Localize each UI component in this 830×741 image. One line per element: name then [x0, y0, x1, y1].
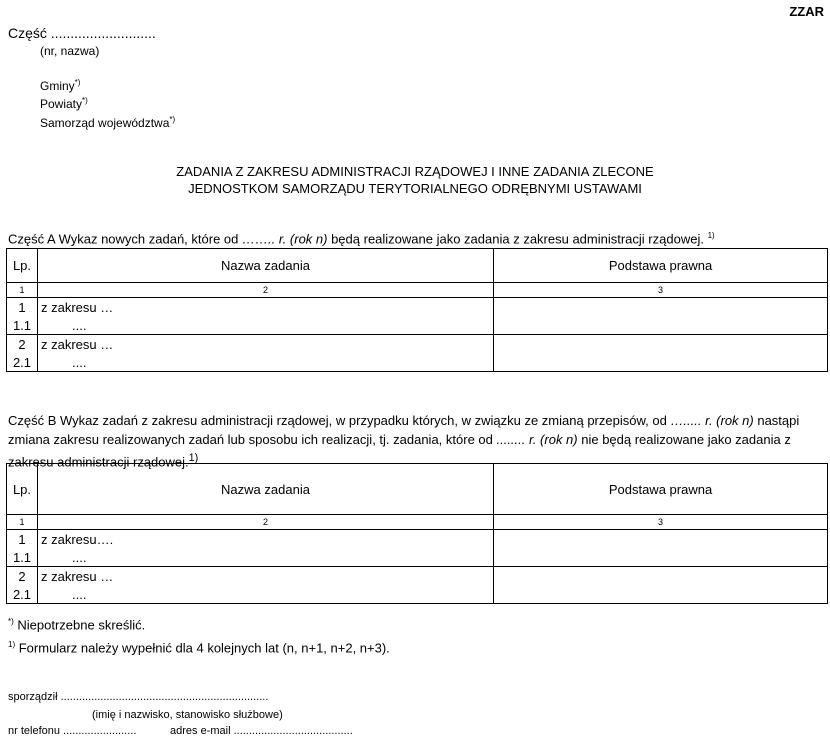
row-podstawa[interactable] — [494, 298, 828, 335]
footnote-one: $^{1)}$ Formularz należy wypełnić dla 4 kolejnych lat (n, n+1, n+2, n+3). — [8, 640, 390, 656]
table-header-row — [7, 249, 828, 283]
column-number-3: 3 — [494, 515, 828, 530]
row-podstawa[interactable] — [494, 567, 828, 604]
sporzadzil-field[interactable]: sporządził .................................................................... — [8, 691, 269, 703]
row-podstawa[interactable] — [494, 530, 828, 567]
table-row — [7, 298, 828, 335]
table-row — [7, 335, 828, 372]
form-code: ZZAR — [789, 4, 824, 19]
row-nazwa[interactable]: z zakresu … .... — [38, 335, 494, 372]
jst-gminy: Gminy*) — [40, 78, 81, 93]
column-number-row — [7, 283, 828, 298]
column-number-2: 2 — [38, 515, 494, 530]
imie-label: (imię i nazwisko, stanowisko służbowe) — [92, 709, 283, 721]
column-number-row — [7, 515, 828, 530]
row-lp: 2 2.1 — [7, 567, 38, 604]
header-lp: Lp. — [7, 249, 38, 283]
jst-samorzad: Samorząd województwa*) — [40, 115, 176, 130]
header-podstawa: Podstawa prawna — [494, 249, 828, 283]
row-lp: 1 1.1 — [7, 530, 38, 567]
nr-nazwa-label: (nr, nazwa) — [40, 44, 100, 58]
jst-powiaty: Powiaty*) — [40, 96, 88, 111]
header-nazwa: Nazwa zadania — [38, 249, 494, 283]
email-field[interactable]: adres e-mail ....................................... — [170, 725, 353, 737]
row-nazwa[interactable]: z zakresu … .... — [38, 298, 494, 335]
column-number-3: 3 — [494, 283, 828, 298]
table-b — [6, 463, 828, 604]
section-a-heading: Część A Wykaz nowych zadań, które od …….. r. (rok n) będą realizowane jako zadania z zakresu administracji rządowej. $^{1)}$ — [8, 231, 715, 247]
row-nazwa[interactable]: z zakresu … .... — [38, 567, 494, 604]
column-number-1: 1 — [7, 515, 38, 530]
section-b-heading: Część B Wykaz zadań z zakresu administracji rządowej, w przypadku których, w związku ze zmianą przepisów, od …..... r. (rok n) nastąpi zmiana zakresu realizowanych zadań lub sposobu ich realizacji, tj. zadania, które od ........ r. (rok n) nie będą realizowane jako zadania z zakresu administracji rządowej.$^{1)}$ — [8, 413, 800, 470]
row-lp: 2 2.1 — [7, 335, 38, 372]
table-a — [6, 248, 828, 372]
row-nazwa[interactable]: z zakresu…. .... — [38, 530, 494, 567]
column-number-2: 2 — [38, 283, 494, 298]
column-number-1: 1 — [7, 283, 38, 298]
telefon-field[interactable]: nr telefonu ........................ — [8, 725, 137, 737]
table-row — [7, 567, 828, 604]
header-nazwa: Nazwa zadania — [38, 464, 494, 515]
title-line-2: JEDNOSTKOM SAMORZĄDU TERYTORIALNEGO ODRĘBNYMI USTAWAMI — [188, 181, 642, 196]
header-podstawa: Podstawa prawna — [494, 464, 828, 515]
table-header-row — [7, 464, 828, 515]
header-lp: Lp. — [7, 464, 38, 515]
row-lp: 1 1.1 — [7, 298, 38, 335]
czesc-field: Część ........................... — [8, 25, 156, 41]
table-row — [7, 530, 828, 567]
footnote-star: *) Niepotrzebne skreślić. — [8, 617, 146, 633]
row-podstawa[interactable] — [494, 335, 828, 372]
title-line-1: ZADANIA Z ZAKRESU ADMINISTRACJI RZĄDOWEJ I INNE ZADANIA ZLECONE — [176, 164, 654, 179]
